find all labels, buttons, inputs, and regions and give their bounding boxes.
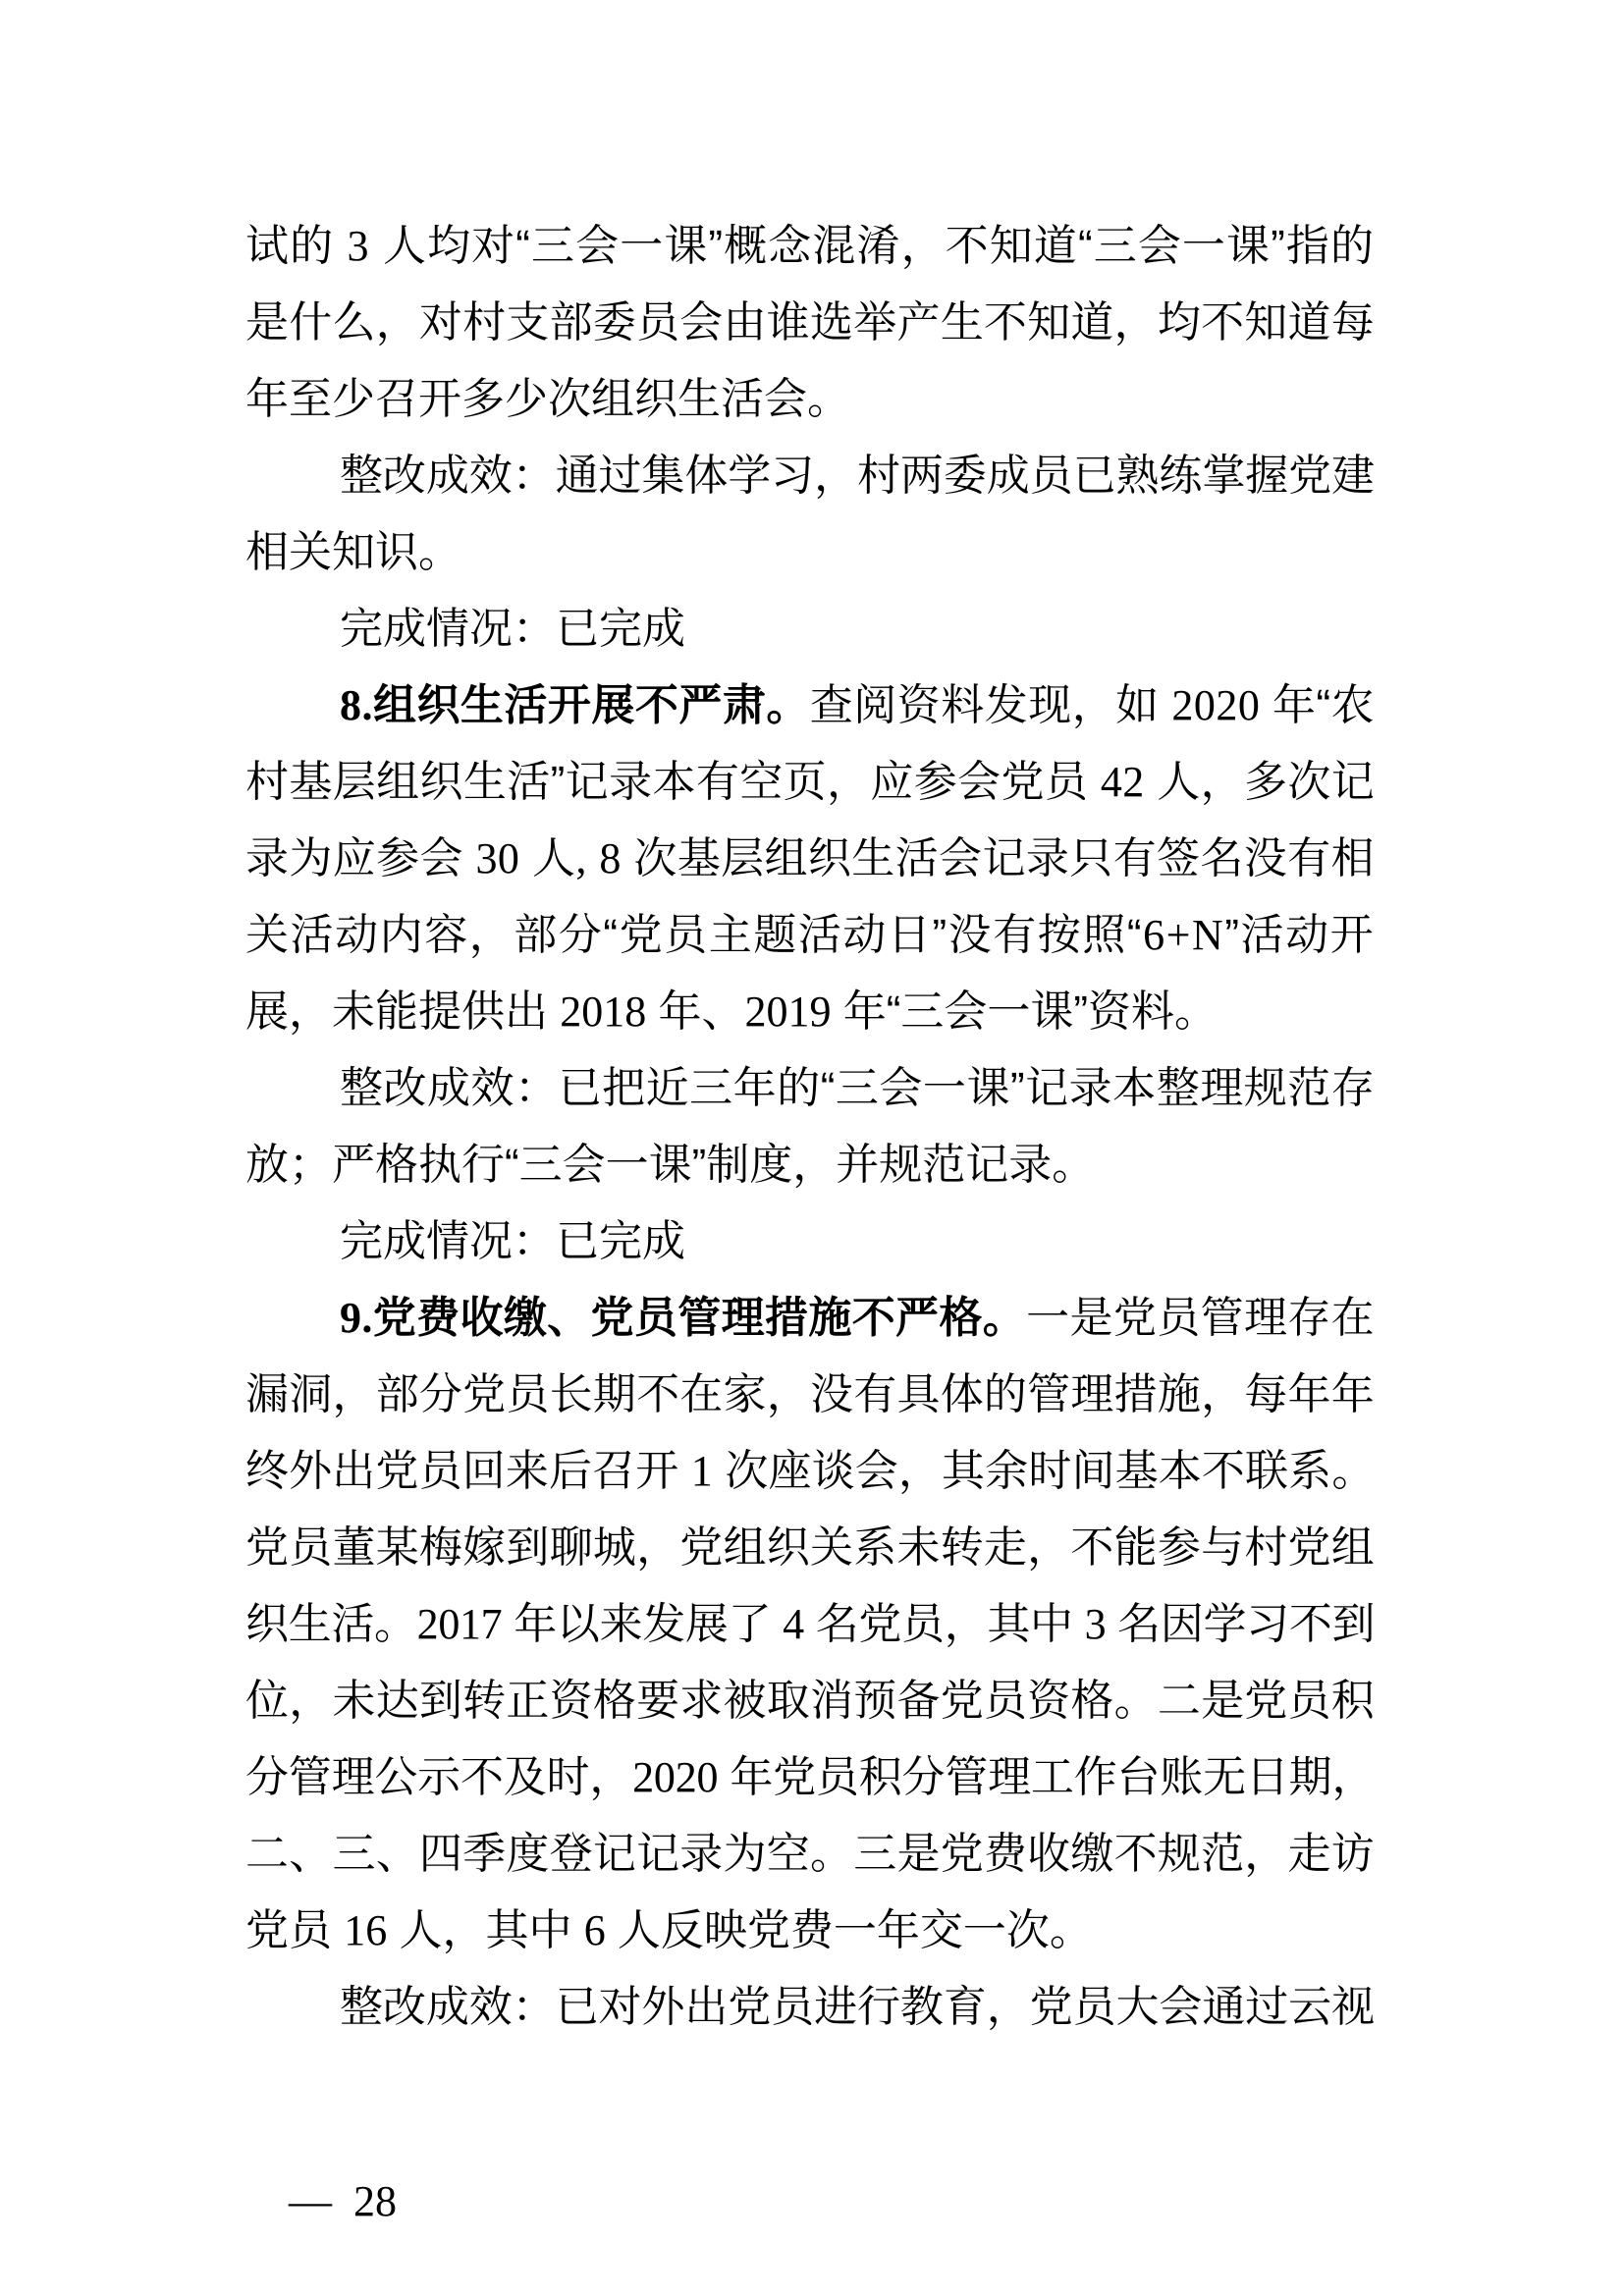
latin-text: 1 [690, 1447, 713, 1495]
latin-text: 16 [344, 1906, 388, 1954]
text-line [245, 1969, 1375, 2046]
text-segment: 党员董某梅嫁到聊城，党组织关系未转走，不能参与村党组 [245, 1523, 1375, 1572]
text-line [245, 667, 1375, 744]
text-line [245, 591, 1375, 667]
document-body [245, 208, 1375, 2046]
text-line [245, 974, 1375, 1050]
latin-text: 2019 [744, 988, 832, 1036]
text-segment: 整改成效：通过集体学习，村两委成员已熟练掌握党建 [340, 452, 1375, 500]
footer-dash: — [289, 2177, 332, 2225]
text-line [245, 1663, 1375, 1739]
latin-text: , [575, 834, 587, 882]
latin-text: 6 [583, 1906, 606, 1954]
text-segment: 是什么，对村支部委员会由谁选举产生不知道，均不知道每 [245, 298, 1375, 347]
latin-text: 42 [1100, 758, 1145, 806]
latin-text: 6+N [1143, 911, 1225, 959]
text-line [245, 744, 1375, 821]
text-segment: 整改成效：已对外出党员进行教育，党员大会通过云视 [340, 1983, 1375, 2031]
text-segment: 二、三、四季度登记记录为空。三是党费收缴不规范，走访 [245, 1830, 1375, 1878]
text-line [245, 1127, 1375, 1203]
text-segment: 分管理公示不及时，2020 年党员积分管理工作台账无日期， [245, 1753, 1376, 1801]
text-line [245, 1510, 1375, 1586]
text-segment: 相关知识。 [245, 528, 461, 576]
latin-text: 3 [347, 222, 370, 270]
latin-text: 2020 [1171, 681, 1261, 729]
text-line [245, 1357, 1375, 1433]
latin-text: 9. [340, 1294, 373, 1342]
text-line [245, 361, 1375, 438]
text-segment: 终外出党员回来后召开 1 次座谈会，其余时间基本不联系。 [245, 1447, 1376, 1495]
text-line [245, 821, 1375, 897]
text-line [245, 514, 1375, 591]
text-line [245, 1739, 1375, 1816]
heading-segment: 9.党费收缴、党员管理措施不严格。 [340, 1294, 1027, 1342]
latin-text: 2017 [416, 1600, 503, 1648]
page-footer [245, 2128, 397, 2225]
text-segment: 查阅资料发现，如 2020 年“农 [809, 681, 1376, 729]
text-segment: 漏洞，部分党员长期不在家，没有具体的管理措施，每年年 [245, 1370, 1375, 1418]
page-number: 28 [353, 2177, 397, 2225]
text-line [245, 1893, 1375, 1969]
text-segment: 织生活。2017 年以来发展了 4 名党员，其中 3 名因学习不到 [245, 1600, 1376, 1648]
text-line [245, 438, 1375, 514]
latin-text: 8. [340, 681, 373, 729]
text-segment: 党员 16 人，其中 6 人反映党费一年交一次。 [245, 1906, 1093, 1954]
latin-text: 2020 [632, 1753, 719, 1801]
latin-text: 4 [783, 1600, 804, 1648]
text-segment: 整改成效：已把近三年的“三会一课”记录本整理规范存 [340, 1064, 1376, 1112]
text-segment: 试的 3 人均对“三会一课”概念混淆，不知道“三会一课”指的 [245, 222, 1376, 270]
text-segment: 完成情况：已完成 [340, 605, 685, 653]
text-line [245, 1816, 1375, 1893]
heading-segment: 8.组织生活开展不严肃。 [340, 681, 810, 729]
text-line [245, 897, 1375, 974]
text-line [245, 1280, 1375, 1357]
latin-text: 8 [599, 834, 622, 882]
text-segment: 放；严格执行“三会一课”制度，并规范记录。 [245, 1141, 1096, 1189]
text-segment: 位，未达到转正资格要求被取消预备党员资格。二是党员积 [245, 1677, 1375, 1725]
text-segment: 一是党员管理存在 [1026, 1294, 1376, 1342]
latin-text: 2018 [560, 988, 647, 1036]
text-segment: 录为应参会 30 人, 8 次基层组织生活会记录只有签名没有相 [245, 834, 1375, 882]
text-segment: 完成情况：已完成 [340, 1217, 685, 1265]
text-line [245, 208, 1375, 285]
text-segment: 关活动内容，部分“党员主题活动日”没有按照“6+N”活动开 [245, 911, 1376, 959]
latin-text: 30 [475, 834, 520, 882]
text-line [245, 1586, 1375, 1663]
text-line [245, 1203, 1375, 1280]
text-segment: 村基层组织生活”记录本有空页，应参会党员 42 人，多次记 [245, 758, 1376, 806]
text-segment: 年至少召开多少次组织生活会。 [245, 375, 850, 423]
text-segment: 展，未能提供出 2018 年、2019 年“三会一课”资料。 [245, 988, 1218, 1036]
text-line [245, 1433, 1375, 1510]
text-line [245, 1050, 1375, 1127]
latin-text: 3 [1084, 1600, 1107, 1648]
text-line [245, 285, 1375, 361]
